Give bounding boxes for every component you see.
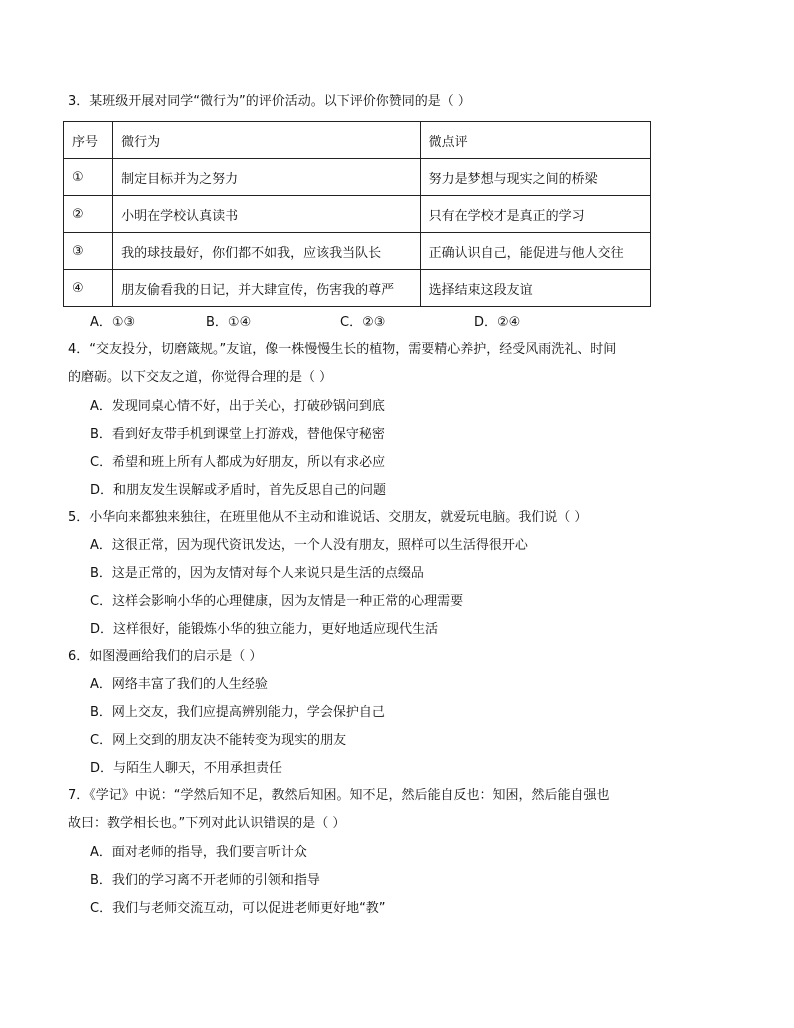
option-d: D．这样很好，能锻炼小华的独立能力，更好地适应现代生活 bbox=[90, 622, 439, 637]
table-header-cell: 微行为 bbox=[113, 122, 421, 159]
option-c: C．网上交到的朋友决不能转变为现实的朋友 bbox=[90, 733, 347, 748]
option-a: A．发现同桌心情不好，出于关心，打破砂锅问到底 bbox=[90, 399, 385, 414]
question-3-title: 3．某班级开展对同学“微行为”的评价活动。以下评价你赞同的是（ ） bbox=[68, 94, 471, 109]
table-cell: ① bbox=[64, 159, 113, 196]
table-cell: 只有在学校才是真正的学习 bbox=[420, 196, 650, 233]
table-row bbox=[64, 159, 651, 196]
option-c: C．这样会影响小华的心理健康，因为友情是一种正常的心理需要 bbox=[90, 594, 464, 609]
option-b: B．我们的学习离不开老师的引领和指导 bbox=[90, 873, 320, 888]
option-d: D．②④ bbox=[474, 315, 521, 330]
table-cell: ② bbox=[64, 196, 113, 233]
table-cell: 正确认识自己，能促进与他人交往 bbox=[420, 233, 650, 270]
option-b: B．看到好友带手机到课堂上打游戏，替他保守秘密 bbox=[90, 427, 385, 442]
table-cell: ③ bbox=[64, 233, 113, 270]
option-a: A．①③ bbox=[90, 315, 136, 330]
question-4-line-1: 4．“交友投分，切磨箴规。”友谊，像一株慢慢生长的植物，需要精心养护，经受风雨洗礼、时间 bbox=[68, 342, 617, 357]
option-b: B．网上交友，我们应提高辨别能力，学会保护自己 bbox=[90, 705, 385, 720]
question-3-options bbox=[0, 313, 794, 333]
option-c: C．希望和班上所有人都成为好朋友，所以有求必应 bbox=[90, 455, 386, 470]
question-5-title: 5．小华向来都独来独往，在班里他从不主动和谁说话、交朋友，就爱玩电脑。我们说（ ） bbox=[68, 510, 588, 525]
evaluation-table bbox=[63, 121, 651, 307]
table-header-row bbox=[64, 122, 651, 159]
question-6-title: 6．如图漫画给我们的启示是（ ） bbox=[68, 649, 263, 664]
option-a: A．网络丰富了我们的人生经验 bbox=[90, 677, 268, 692]
table-cell: ④ bbox=[64, 270, 113, 307]
option-a: A．面对老师的指导，我们要言听计众 bbox=[90, 845, 307, 860]
table-cell: 选择结束这段友谊 bbox=[420, 270, 650, 307]
option-c: C．②③ bbox=[340, 315, 386, 330]
option-b: B．这是正常的，因为友情对每个人来说只是生活的点缀品 bbox=[90, 566, 424, 581]
table-row bbox=[64, 233, 651, 270]
option-b: B．①④ bbox=[206, 315, 252, 330]
option-c: C．我们与老师交流互动，可以促进老师更好地“教” bbox=[90, 901, 386, 916]
table-header-cell: 序号 bbox=[64, 122, 113, 159]
question-7-line-2: 故曰：教学相长也。”下列对此认识错误的是（ ） bbox=[68, 816, 346, 831]
table-cell: 努力是梦想与现实之间的桥梁 bbox=[420, 159, 650, 196]
table-row bbox=[64, 196, 651, 233]
option-d: D．与陌生人聊天，不用承担责任 bbox=[90, 761, 283, 776]
table-row bbox=[64, 270, 651, 307]
option-d: D．和朋友发生误解或矛盾时，首先反思自己的问题 bbox=[90, 483, 387, 498]
table-cell: 小明在学校认真读书 bbox=[113, 196, 421, 233]
table-header-cell: 微点评 bbox=[420, 122, 650, 159]
option-a: A．这很正常，因为现代资讯发达，一个人没有朋友，照样可以生活得很开心 bbox=[90, 538, 528, 553]
question-7-line-1: 7．《学记》中说：“学然后知不足，教然后知困。知不足，然后能自反也：知困，然后能自强也 bbox=[68, 788, 610, 803]
table-cell: 朋友偷看我的日记，并大肆宣传，伤害我的尊严 bbox=[113, 270, 421, 307]
table-cell: 我的球技最好，你们都不如我，应该我当队长 bbox=[113, 233, 421, 270]
question-4-line-2: 的磨砺。以下交友之道，你觉得合理的是（ ） bbox=[68, 370, 333, 385]
table-cell: 制定目标并为之努力 bbox=[113, 159, 421, 196]
